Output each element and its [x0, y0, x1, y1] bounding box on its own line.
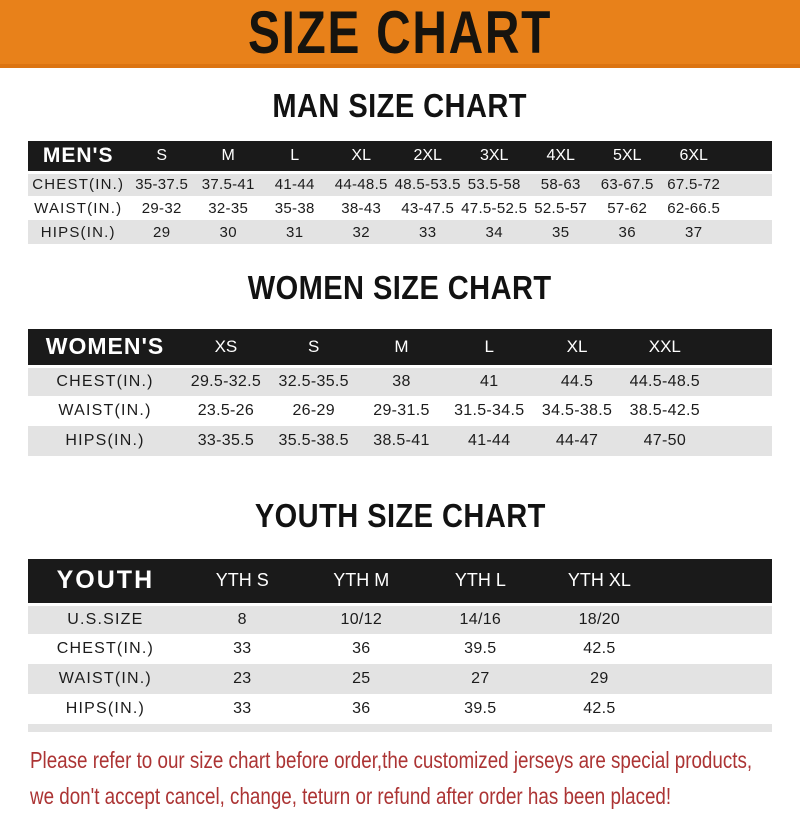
mens-size-table: [28, 141, 772, 244]
cell-filler: [727, 196, 772, 220]
column-header: L: [445, 329, 533, 366]
table-cell: 41: [480, 372, 499, 390]
table-row: [28, 634, 772, 664]
cell-filler: [659, 664, 772, 694]
youth-table-bottom-strip: [28, 724, 772, 732]
table-row: [28, 664, 772, 694]
table-cell: 27: [471, 670, 490, 687]
table-cell: 37: [685, 223, 703, 241]
table-cell: 35: [552, 223, 570, 241]
table-cell: 35-37.5: [135, 176, 189, 194]
table-cell: 39.5: [464, 700, 497, 717]
column-header: YTH L: [421, 559, 540, 604]
column-header: XL: [328, 141, 395, 172]
youth-table-corner-label: YOUTH: [28, 559, 183, 604]
table-cell: 23.5-26: [197, 402, 255, 419]
table-cell: 47-50: [643, 432, 687, 449]
column-header: YTH M: [302, 559, 421, 604]
table-cell: 33-35.5: [197, 432, 255, 449]
row-label: WAIST(IN.): [58, 402, 152, 419]
cell-filler: [659, 604, 772, 634]
column-header: M: [195, 141, 262, 172]
youth-header-row: [28, 559, 772, 604]
table-row: [28, 196, 772, 220]
size-chart-banner: [0, 0, 800, 68]
table-cell: 36: [352, 700, 371, 717]
cell-filler: [727, 220, 772, 244]
table-cell: 29: [590, 670, 609, 687]
men-section: [0, 88, 800, 244]
column-header: XS: [182, 329, 270, 366]
header-filler: [727, 141, 772, 172]
table-cell: 14/16: [459, 610, 502, 628]
table-cell: 38-43: [341, 199, 382, 217]
table-cell: 32.5-35.5: [278, 372, 349, 390]
header-filler: [709, 329, 772, 366]
table-cell: 33: [233, 700, 252, 717]
table-row: [28, 220, 772, 244]
table-cell: 38.5-41: [373, 432, 430, 449]
youth-size-table: [28, 559, 772, 724]
men-section-heading: [0, 88, 800, 131]
table-cell: 42.5: [583, 640, 616, 657]
table-cell: 44-48.5: [334, 176, 388, 194]
table-cell: 34: [485, 223, 503, 241]
table-cell: 57-62: [607, 199, 648, 217]
table-cell: 31.5-34.5: [454, 402, 525, 419]
column-header: 6XL: [660, 141, 727, 172]
youth-section-heading-text: YOUTH SIZE CHART: [254, 497, 546, 534]
table-row: [28, 426, 772, 456]
column-header: XL: [533, 329, 621, 366]
table-cell: 63-67.5: [600, 176, 654, 194]
table-cell: 47.5-52.5: [461, 199, 528, 217]
table-cell: 31: [286, 223, 304, 241]
table-cell: 41-44: [274, 176, 315, 194]
table-row: [28, 604, 772, 634]
table-cell: 39.5: [464, 640, 497, 657]
row-label: CHEST(IN.): [56, 640, 155, 657]
youth-section: [0, 498, 800, 732]
table-cell: 10/12: [340, 610, 383, 628]
disclaimer-line-2: we don't accept cancel, change, teturn or refund after order has been placed!: [30, 783, 672, 809]
cell-filler: [727, 172, 772, 196]
table-cell: 42.5: [583, 700, 616, 717]
table-cell: 23: [233, 670, 252, 687]
table-cell: 29-32: [141, 199, 182, 217]
table-cell: 35.5-38.5: [278, 432, 349, 449]
table-cell: 34.5-38.5: [541, 402, 613, 419]
column-header: XXL: [621, 329, 709, 366]
cell-filler: [709, 426, 772, 456]
table-cell: 32-35: [208, 199, 249, 217]
table-cell: 18/20: [578, 610, 621, 628]
column-header: 5XL: [594, 141, 661, 172]
table-cell: 67.5-72: [667, 176, 721, 194]
table-cell: 48.5-53.5: [394, 176, 461, 194]
header-filler: [659, 559, 772, 604]
table-cell: 26-29: [292, 402, 335, 419]
cell-filler: [659, 634, 772, 664]
women-section-heading: [0, 270, 800, 313]
table-cell: 62-66.5: [667, 199, 721, 217]
column-header: 2XL: [394, 141, 461, 172]
womens-size-table: [28, 329, 772, 456]
cell-filler: [709, 396, 772, 426]
table-cell: 35-38: [274, 199, 315, 217]
women-section-heading-text: WOMEN SIZE CHART: [248, 269, 552, 306]
column-header: 4XL: [527, 141, 594, 172]
table-cell: 44.5: [560, 372, 594, 390]
column-header: 3XL: [461, 141, 528, 172]
row-label: HIPS(IN.): [65, 432, 145, 449]
table-cell: 29.5-32.5: [190, 372, 262, 390]
table-cell: 29: [153, 223, 171, 241]
table-cell: 33: [419, 223, 437, 241]
row-label: CHEST(IN.): [32, 176, 125, 194]
disclaimer-line-1: Please refer to our size chart before order,the customized jerseys are special products,: [30, 747, 753, 773]
table-row: [28, 396, 772, 426]
row-label: WAIST(IN.): [34, 199, 123, 217]
cell-filler: [709, 366, 772, 396]
column-header: M: [358, 329, 446, 366]
disclaimer: [0, 744, 800, 816]
table-row: [28, 172, 772, 196]
row-label: WAIST(IN.): [58, 670, 152, 687]
column-header: YTH XL: [540, 559, 659, 604]
table-cell: 37.5-41: [201, 176, 255, 194]
table-cell: 33: [233, 640, 252, 657]
table-cell: 29-31.5: [373, 402, 430, 419]
cell-filler: [659, 694, 772, 724]
table-row: [28, 694, 772, 724]
column-header: YTH S: [183, 559, 302, 604]
column-header: S: [270, 329, 358, 366]
mens-table-corner-label: MEN'S: [28, 141, 128, 172]
table-cell: 44.5-48.5: [629, 372, 700, 390]
youth-section-heading: [0, 498, 800, 541]
womens-table-corner-label: WOMEN'S: [28, 329, 182, 366]
table-cell: 25: [352, 670, 371, 687]
table-cell: 58-63: [540, 176, 581, 194]
table-cell: 38.5-42.5: [629, 402, 700, 419]
row-label: HIPS(IN.): [40, 223, 116, 241]
table-cell: 8: [237, 610, 247, 628]
table-cell: 43-47.5: [401, 199, 455, 217]
men-section-heading-text: MAN SIZE CHART: [272, 87, 528, 124]
table-cell: 32: [352, 223, 370, 241]
row-label: U.S.SIZE: [67, 610, 144, 628]
table-cell: 44-47: [555, 432, 599, 449]
mens-header-row: [28, 141, 772, 172]
page-title: SIZE CHART: [247, 0, 553, 67]
table-cell: 53.5-58: [467, 176, 521, 194]
table-cell: 36: [352, 640, 371, 657]
womens-header-row: [28, 329, 772, 366]
row-label: HIPS(IN.): [65, 700, 145, 717]
women-section: [0, 270, 800, 456]
table-row: [28, 366, 772, 396]
table-cell: 52.5-57: [534, 199, 588, 217]
column-header: L: [261, 141, 328, 172]
table-cell: 41-44: [468, 432, 511, 449]
table-cell: 30: [219, 223, 237, 241]
table-cell: 36: [618, 223, 636, 241]
table-cell: 38: [392, 372, 411, 390]
column-header: S: [128, 141, 195, 172]
row-label: CHEST(IN.): [56, 372, 154, 390]
